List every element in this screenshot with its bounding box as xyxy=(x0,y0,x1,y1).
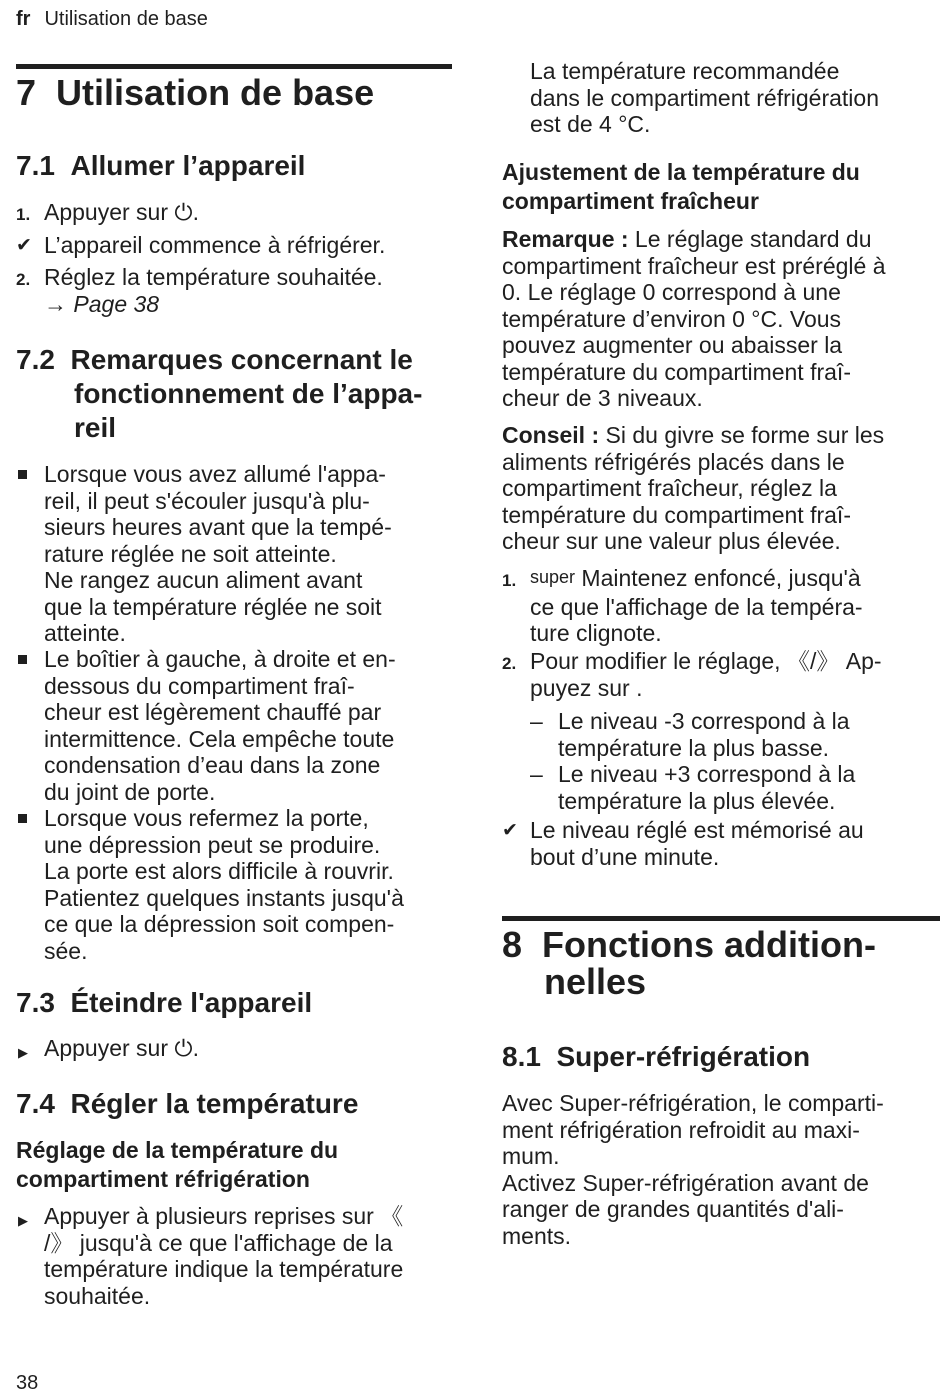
line: Activez Super-réfrigération avant de xyxy=(502,1169,869,1196)
section-8-1-heading xyxy=(502,1040,810,1074)
chapter-title-line: Fonctions addition- xyxy=(542,924,876,965)
page-header xyxy=(16,8,208,31)
step-1 xyxy=(16,199,464,226)
line: Le réglage standard du xyxy=(628,226,872,252)
line: ce que la dépression soit compen- xyxy=(44,911,395,937)
recommended-temp-note xyxy=(530,58,940,138)
line: dans le compartiment réfrigération xyxy=(530,84,879,111)
line: compartiment fraîcheur, réglez la xyxy=(502,475,837,501)
chapter-title: Utilisation de base xyxy=(56,72,375,113)
line: cheur sur une valeur plus élevée. xyxy=(502,528,841,554)
line: température la plus basse. xyxy=(558,734,830,761)
line: Le niveau +3 correspond à la xyxy=(558,761,856,787)
section-number: 7.1 xyxy=(16,150,55,181)
line: 0. Le réglage 0 correspond à une xyxy=(502,279,841,305)
line: souhaitée. xyxy=(44,1282,151,1309)
line: est de 4 °C. xyxy=(530,111,651,137)
section-number: 7.3 xyxy=(16,987,55,1018)
square-bullet-icon xyxy=(18,470,27,479)
line: cheur de 3 niveaux. xyxy=(502,385,703,411)
line: cheur est légèrement chauffé par xyxy=(44,699,382,725)
line: sieurs heures avant que la tempé- xyxy=(44,514,392,540)
line: température du compartiment fraî- xyxy=(502,501,851,528)
dash-item-minus3 xyxy=(530,708,950,761)
line: Appuyer à plusieurs reprises sur 《 xyxy=(44,1203,404,1229)
line: Avec Super-réfrigération, le comparti- xyxy=(502,1090,884,1116)
line: compartiment fraîcheur xyxy=(502,188,759,214)
super-button-label: super xyxy=(530,567,576,587)
page-number: 38 xyxy=(16,1372,39,1394)
step-number: 1. xyxy=(502,571,517,590)
step-number: 2. xyxy=(502,654,517,673)
line: Si du givre se forme sur les xyxy=(599,422,885,448)
chapter-7-heading xyxy=(16,74,374,111)
line: Le niveau -3 correspond à la xyxy=(558,708,850,734)
line: condensation d’eau dans la zone xyxy=(44,752,381,778)
step-turn-off xyxy=(16,1035,464,1062)
chapter-number: 7 xyxy=(16,72,37,113)
line: ture clignote. xyxy=(530,620,662,646)
line: La température recommandée xyxy=(530,58,840,84)
line: température la plus élevée. xyxy=(558,787,836,814)
line: /》 jusqu'à ce que l'affichage de la xyxy=(44,1229,393,1256)
line: ranger de grandes quantités d'ali- xyxy=(502,1196,844,1222)
dash-bullet: – xyxy=(530,708,543,734)
dash-item-plus3 xyxy=(530,761,950,814)
bullet-3 xyxy=(16,805,464,964)
line: compartiment fraîcheur est préréglé à xyxy=(502,252,886,279)
line: Le boîtier à gauche, à droite et en- xyxy=(44,646,396,672)
dash-bullet: – xyxy=(530,761,543,787)
line: Lorsque vous refermez la porte, xyxy=(44,805,369,831)
check-icon: ✔ xyxy=(502,820,518,841)
chapter-8-rule xyxy=(502,916,940,921)
line: La porte est alors difficile à rouvrir. xyxy=(44,858,394,884)
step-2 xyxy=(16,264,464,317)
square-bullet-icon xyxy=(18,814,27,823)
section-title: Allumer l’appareil xyxy=(70,150,306,181)
line: sée. xyxy=(44,937,88,964)
section-7-2-heading xyxy=(16,343,453,445)
line: atteinte. xyxy=(44,620,126,646)
line: ce que l'affichage de la tempéra- xyxy=(530,593,863,620)
chapter-number: 8 xyxy=(502,924,523,965)
line: Le niveau réglé est mémorisé au xyxy=(530,817,864,843)
section-title-line: Remarques concernant le xyxy=(70,344,413,375)
step-set-temp xyxy=(16,1203,474,1309)
section-title-line: reil xyxy=(74,412,117,443)
line: Maintenez enfoncé, jusqu'à xyxy=(575,565,861,591)
line: ments. xyxy=(502,1222,572,1249)
line: Réglage de la température du xyxy=(16,1137,339,1163)
line: ment réfrigération refroidit au maxi- xyxy=(502,1116,860,1143)
step-text: Réglez la température souhaitée. xyxy=(44,264,383,290)
result-line xyxy=(16,232,464,259)
section-7-4-heading xyxy=(16,1087,358,1121)
section-number: 7.2 xyxy=(16,344,55,375)
result-text: L’appareil commence à réfrigérer. xyxy=(44,232,386,258)
subheading-fridge-temp xyxy=(16,1136,338,1194)
line: Lorsque vous avez allumé l'appa- xyxy=(44,461,386,487)
triangle-bullet-icon: ▶ xyxy=(18,1213,28,1228)
section-title: Éteindre l'appareil xyxy=(70,987,313,1018)
fresh-step-2 xyxy=(502,648,940,701)
square-bullet-icon xyxy=(18,655,27,664)
tip-paragraph xyxy=(502,422,942,555)
line: Ajustement de la température du xyxy=(502,159,860,185)
line: reil, il peut s'écouler jusqu'à plu- xyxy=(44,487,370,514)
section-number: 8.1 xyxy=(502,1041,541,1072)
line: compartiment réfrigération xyxy=(16,1166,310,1192)
tip-label: Conseil : xyxy=(502,422,600,448)
line: Patientez quelques instants jusqu'à xyxy=(44,884,404,911)
check-icon: ✔ xyxy=(16,235,32,256)
triangle-bullet-icon: ▶ xyxy=(18,1045,28,1060)
section-7-3-heading xyxy=(16,986,312,1020)
section-title: Super-réfrigération xyxy=(556,1041,811,1072)
fresh-result xyxy=(502,817,950,870)
section-number: 7.4 xyxy=(16,1088,55,1119)
fresh-step-1 xyxy=(502,565,940,647)
step-text: Appuyer sur ⏻. xyxy=(44,199,199,225)
line: Pour modifier le réglage, 《/》 Ap- xyxy=(530,648,882,674)
line: une dépression peut se produire. xyxy=(44,831,381,858)
step-number: 1. xyxy=(16,205,31,224)
subheading-fresh-temp xyxy=(502,158,860,216)
language-code: fr xyxy=(16,8,31,30)
section-title-line: fonctionnement de l’appa- xyxy=(74,378,423,409)
bullet-1 xyxy=(16,461,464,647)
line: mum. xyxy=(502,1143,560,1169)
line: bout d’une minute. xyxy=(530,843,720,870)
remark-paragraph xyxy=(502,226,942,412)
line: aliments réfrigérés placés dans le xyxy=(502,448,845,475)
page-reference: → Page 38 xyxy=(44,290,160,317)
bullet-2 xyxy=(16,646,464,805)
line: rature réglée ne soit atteinte. xyxy=(44,540,337,567)
line: température d’environ 0 °C. Vous xyxy=(502,305,842,332)
line: du joint de porte. xyxy=(44,778,216,805)
chapter-title-line: nelles xyxy=(544,961,647,1002)
line: dessous du compartiment fraî- xyxy=(44,672,355,699)
step-text: Appuyer sur ⏻. xyxy=(44,1035,199,1061)
line: pouvez augmenter ou abaisser la xyxy=(502,332,843,358)
line: température indique la température xyxy=(44,1256,404,1282)
line: Ne rangez aucun aliment avant xyxy=(44,567,363,593)
header-title: Utilisation de base xyxy=(44,8,208,30)
chapter-7-rule xyxy=(16,64,452,69)
remark-label: Remarque : xyxy=(502,226,629,252)
chapter-8-heading xyxy=(502,926,876,1000)
section-title: Régler la température xyxy=(70,1088,359,1119)
step-number: 2. xyxy=(16,270,31,289)
super-cooling-paragraph xyxy=(502,1090,942,1249)
line: température du compartiment fraî- xyxy=(502,358,851,385)
section-7-1-heading xyxy=(16,149,305,183)
line: que la température réglée ne soit xyxy=(44,593,382,620)
line: puyez sur . xyxy=(530,674,643,701)
line: intermittence. Cela empêche toute xyxy=(44,725,395,752)
